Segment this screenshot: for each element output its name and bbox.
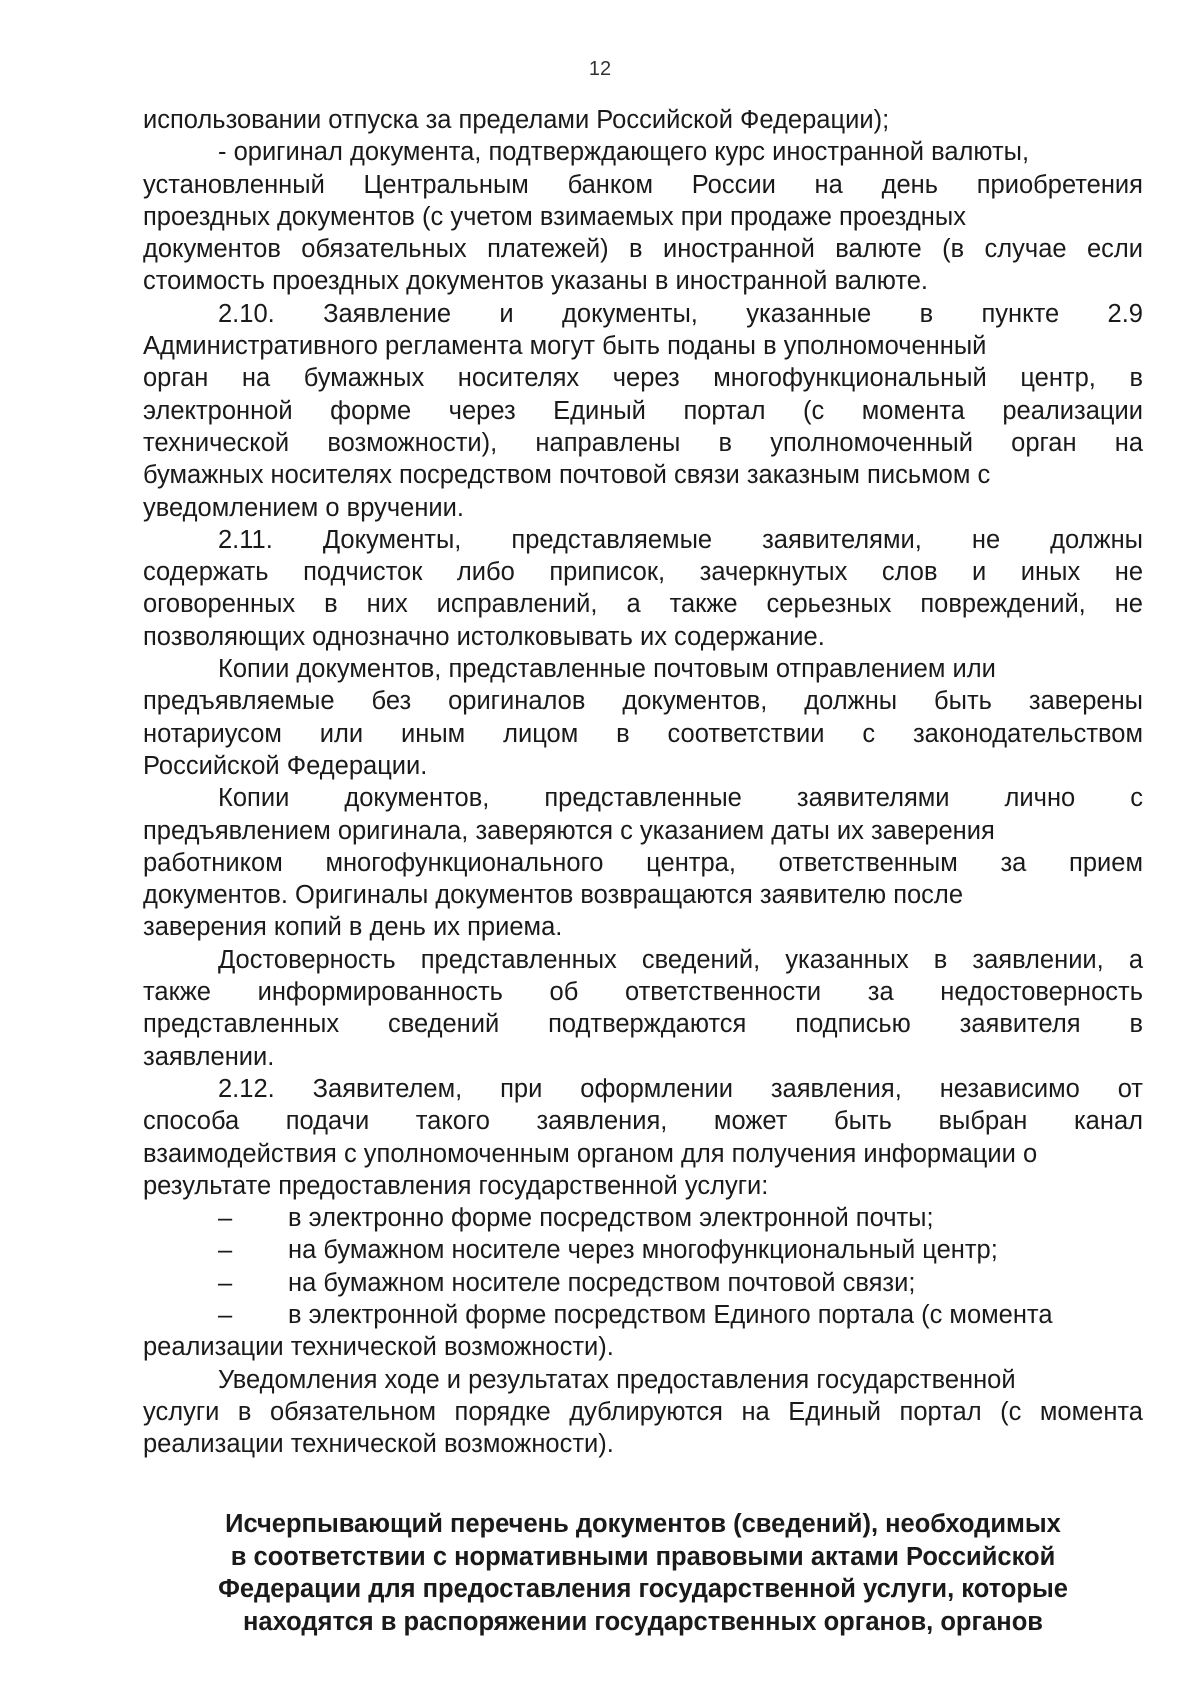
text-line-content: на бумажном носителе через многофункциональный центр; xyxy=(288,1236,998,1265)
text-line-content: Достоверность представленных сведений, указанных в заявлении, а xyxy=(218,945,1143,974)
text-line xyxy=(143,911,1143,943)
text-line-content: представленных сведений подтверждаются подписью заявителя в xyxy=(143,1010,1143,1039)
text-line-content: - оригинал документа, подтверждающего курс иностранной валюты, xyxy=(218,138,1030,167)
text-line-content: реализации технической возможности). xyxy=(143,1333,614,1362)
text-line-content: Копии документов, представленные почтовым отправлением или xyxy=(218,655,996,684)
text-line-content: оговоренных в них исправлений, а также серьезных повреждений, не xyxy=(143,590,1143,619)
text-line xyxy=(143,1138,1143,1170)
text-line xyxy=(143,298,1143,330)
text-line xyxy=(143,1170,1143,1202)
text-line xyxy=(143,653,1143,685)
text-line xyxy=(143,492,1143,524)
text-line-content: работником многофункционального центра, ответственным за прием xyxy=(143,848,1143,877)
heading-line: Федерации для предоставления государственной услуги, которые xyxy=(218,1575,1068,1603)
text-line-content: установленный Центральным банком России на день приобретения xyxy=(143,170,1143,199)
text-line xyxy=(143,1428,1143,1460)
text-line-content: в электронно форме посредством электронной почты; xyxy=(288,1204,934,1233)
text-line-content: бумажных носителях посредством почтовой связи заказным письмом с xyxy=(143,461,991,490)
text-line-content: заверения копий в день их приема. xyxy=(143,913,563,942)
text-line-content: способа подачи такого заявления, может быть выбран канал xyxy=(143,1107,1143,1136)
list-dash: – xyxy=(218,1300,233,1329)
text-line xyxy=(143,524,1143,556)
text-line-content: взаимодействия с уполномоченным органом для получения информации о xyxy=(143,1139,1038,1168)
text-line-content: 2.11. Документы, представляемые заявителями, не должны xyxy=(218,525,1143,554)
text-line xyxy=(143,815,1143,847)
text-line-content: результате предоставления государственной услуги: xyxy=(143,1171,769,1200)
text-line xyxy=(143,1396,1143,1428)
text-line xyxy=(143,201,1143,233)
body-text xyxy=(143,104,1143,1460)
heading-line: в соответствии с нормативными правовыми актами Российской xyxy=(230,1542,1056,1571)
text-line xyxy=(143,1008,1143,1040)
text-line-content: орган на бумажных носителях через многофункциональный центр, в xyxy=(143,364,1143,393)
text-line xyxy=(143,944,1143,976)
text-line xyxy=(143,265,1143,297)
text-line-content: технической возможности), направлены в уполномоченный орган на xyxy=(143,428,1143,457)
text-line-content: использовании отпуска за пределами Российской Федерации); xyxy=(143,106,890,134)
text-line xyxy=(143,718,1143,750)
list-dash: – xyxy=(218,1236,233,1265)
text-line-content: Российской Федерации. xyxy=(143,751,428,780)
text-line xyxy=(143,1364,1143,1396)
text-line xyxy=(143,233,1143,265)
section-heading xyxy=(143,1508,1143,1638)
text-line xyxy=(143,621,1143,653)
text-line-content: заявлении. xyxy=(143,1042,275,1071)
text-line-content: проездных документов (с учетом взимаемых при продаже проездных xyxy=(143,202,966,231)
list-dash: – xyxy=(218,1268,233,1297)
text-line xyxy=(143,588,1143,620)
text-line xyxy=(143,427,1143,459)
text-line-content: в электронной форме посредством Единого портала (с момента xyxy=(288,1300,1053,1329)
text-line-content: документов. Оригиналы документов возвращаются заявителю после xyxy=(143,881,963,910)
text-line-content: 2.12. Заявителем, при оформлении заявления, независимо от xyxy=(218,1074,1143,1103)
list-item-line xyxy=(143,1299,1143,1331)
text-line xyxy=(143,1105,1143,1137)
text-line-content: предъявлением оригинала, заверяются с указанием даты их заверения xyxy=(143,816,995,845)
text-line xyxy=(143,1331,1143,1363)
text-line xyxy=(143,1041,1143,1073)
text-line xyxy=(143,685,1143,717)
list-item-line xyxy=(143,1234,1143,1266)
text-line xyxy=(143,1073,1143,1105)
text-line xyxy=(143,847,1143,879)
text-line xyxy=(143,976,1143,1008)
text-line-content: нотариусом или иным лицом в соответствии с законодательством xyxy=(143,719,1143,748)
text-line xyxy=(143,362,1143,394)
list-item-line xyxy=(143,1202,1143,1234)
text-line xyxy=(143,104,1143,136)
text-line-content: Копии документов, представленные заявителями лично с xyxy=(218,784,1143,813)
text-line-content: 2.10. Заявление и документы, указанные в пункте 2.9 xyxy=(218,299,1143,328)
text-line xyxy=(143,395,1143,427)
heading-line: находятся в распоряжении государственных органов, органов xyxy=(243,1607,1043,1636)
text-line xyxy=(143,459,1143,491)
text-line xyxy=(143,750,1143,782)
text-line-content: Уведомления ходе и результатах предоставления государственной xyxy=(218,1365,1016,1394)
text-line-content: документов обязательных платежей) в иностранной валюте (в случае если xyxy=(143,235,1143,264)
text-line-content: услуги в обязательном порядке дублируются на Единый портал (с момента xyxy=(143,1397,1143,1426)
text-line xyxy=(143,136,1143,168)
text-line xyxy=(143,330,1143,362)
text-line-content: содержать подчисток либо приписок, зачеркнутых слов и иных не xyxy=(143,558,1143,587)
page-number: 12 xyxy=(588,58,612,80)
text-line-content: уведомлением о вручении. xyxy=(143,493,464,522)
list-item-line xyxy=(143,1267,1143,1299)
list-dash: – xyxy=(218,1204,233,1233)
text-line-content: Административного регламента могут быть поданы в уполномоченный xyxy=(143,332,987,361)
text-line xyxy=(143,782,1143,814)
text-line-content: позволяющих однозначно истолковывать их содержание. xyxy=(143,622,825,651)
text-line-content: реализации технической возможности). xyxy=(143,1430,614,1459)
text-line-content: электронной форме через Единый портал (с момента реализации xyxy=(143,396,1143,425)
text-line-content: стоимость проездных документов указаны в иностранной валюте. xyxy=(143,267,928,296)
text-line-content: на бумажном носителе посредством почтовой связи; xyxy=(288,1268,916,1297)
heading-line: Исчерпывающий перечень документов (сведений), необходимых xyxy=(225,1510,1061,1538)
text-line-content: также информированность об ответственности за недостоверность xyxy=(143,978,1143,1007)
text-line xyxy=(143,169,1143,201)
text-line xyxy=(143,556,1143,588)
text-line xyxy=(143,879,1143,911)
text-line-content: предъявляемые без оригиналов документов, должны быть заверены xyxy=(143,687,1143,716)
